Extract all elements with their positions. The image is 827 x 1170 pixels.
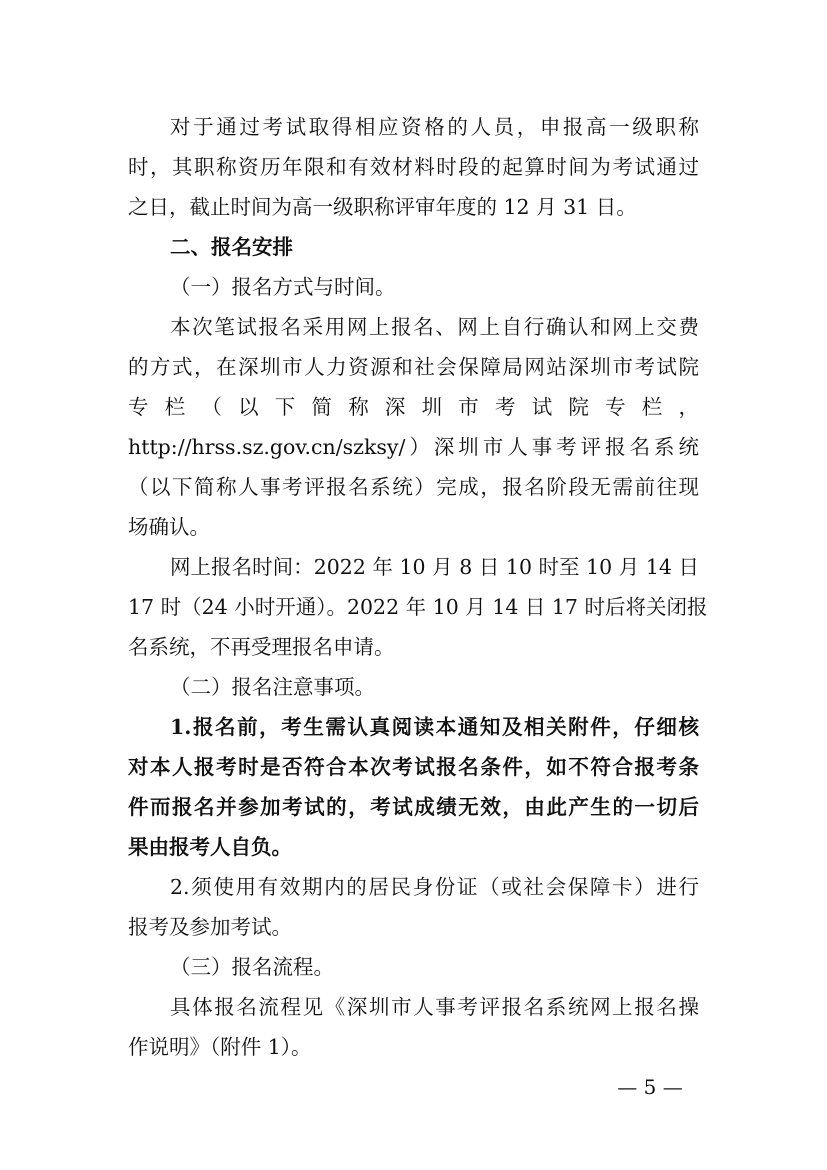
bold-text-line: 果由报考人自负。 <box>128 835 292 859</box>
url-text-line: http://hrss.sz.gov.cn/szksy/）深圳市人事考评报名系统 <box>128 435 699 459</box>
text-line: 17 时（24 小时开通）。2022 年 10 月 14 日 17 时后将关闭报 <box>128 595 708 619</box>
text-line: 报考及参加考试。 <box>128 915 292 939</box>
text-line: 作说明》（附件 1）。 <box>128 1035 312 1059</box>
text-line: 之日，截止时间为高一级职称评审年度的 12 月 31 日。 <box>128 195 637 219</box>
bold-text-line: 1.报名前，考生需认真阅读本通知及相关附件，仔细核 <box>170 715 699 739</box>
text-line: 对于通过考试取得相应资格的人员，申报高一级职称 <box>170 115 699 139</box>
text-line: 本次笔试报名采用网上报名、网上自行确认和网上交费 <box>170 315 699 339</box>
page-number: — 5 — <box>617 1075 683 1099</box>
text-line: （以下简称人事考评报名系统）完成，报名阶段无需前往现 <box>128 475 699 499</box>
text-line: 专 栏 （ 以 下 简 称 深 圳 市 考 试 院 专 栏 ， <box>128 395 699 419</box>
subsection-heading: （三）报名流程。 <box>170 955 334 979</box>
section-heading: 二、报名安排 <box>170 235 293 259</box>
text-line: 2.须使用有效期内的居民身份证（或社会保障卡）进行 <box>170 875 699 899</box>
text-line: 名系统，不再受理报名申请。 <box>128 635 395 659</box>
subsection-heading: （一）报名方式与时间。 <box>170 275 396 299</box>
text-line: 时，其职称资历年限和有效材料时段的起算时间为考试通过 <box>128 155 699 179</box>
text-line: 的方式，在深圳市人力资源和社会保障局网站深圳市考试院 <box>128 355 699 379</box>
text-line: 具体报名流程见《深圳市人事考评报名系统网上报名操 <box>170 995 699 1019</box>
text-line: 网上报名时间：2022 年 10 月 8 日 10 时至 10 月 14 日 <box>170 555 699 579</box>
bold-text-line: 对本人报考时是否符合本次考试报名条件，如不符合报考条 <box>128 755 699 779</box>
text-line: 场确认。 <box>128 515 210 539</box>
subsection-heading: （二）报名注意事项。 <box>170 675 375 699</box>
bold-text-line: 件而报名并参加考试的，考试成绩无效，由此产生的一切后 <box>128 795 699 819</box>
